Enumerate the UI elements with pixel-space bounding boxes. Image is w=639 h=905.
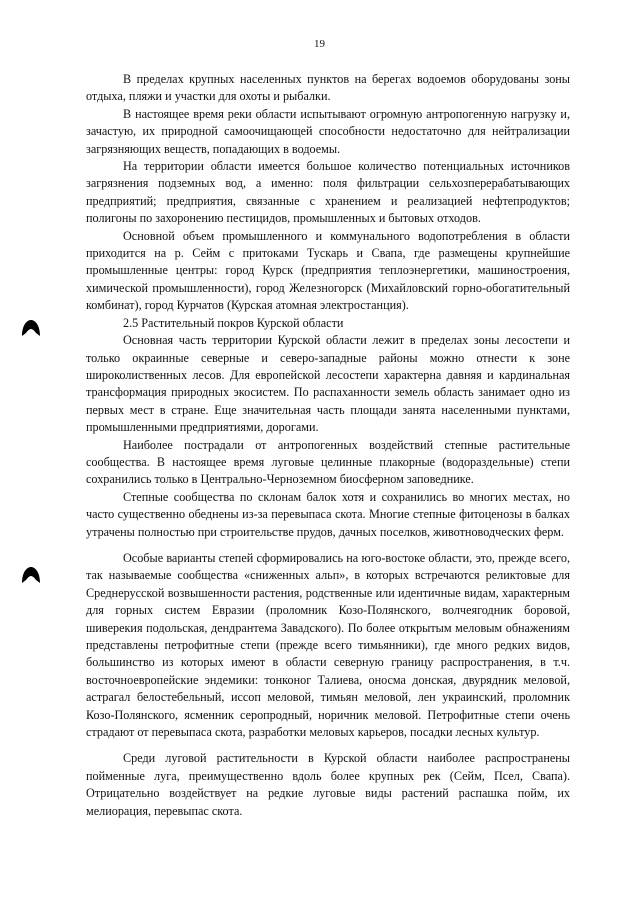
- paragraph-steppe-slopes: Степные сообщества по склонам балок хотя и сохранились во многих местах, но часто существенно обеднены из-за перевыпаса скота. Многие степные фитоценозы в балках утрачены полностью при строительстве прудов, дачных поселков, животноводческих ферм.: [86, 489, 570, 539]
- paragraph-meadows: Среди луговой растительности в Курской области наиболее распространены пойменные луга, преимущественно вдоль более крупных рек (Сейм, Псел, Свапа). Отрицательно воздействует на редкие луговые виды растений распашка пойм, их мелиорация, перевыпас скота.: [86, 751, 570, 818]
- punch-hole-mark: [21, 318, 41, 338]
- page-number: 19: [314, 38, 325, 50]
- paragraph-forest-steppe: Основная часть территории Курской области лежит в пределах зоны лесостепи и только окраинные северные и северо-западные районы можно отнести к зоне широколиственных лесов. Для европейской лесостепи характерна давняя и кардинальная трансформация природных экосистем. По распаханности земель область занимает одно из первых мест в стране. Еще значительная часть площади занята населенными пунктами, промышленными предприятиями, дорогами.: [86, 333, 570, 435]
- section-heading: 2.5 Растительный покров Курской области: [123, 315, 344, 330]
- paragraph-river-load: В настоящее время реки области испытывают огромную антропогенную нагрузку и, зачастую, их природной самоочищающей способности недостаточно для нейтрализации загрязняющих веществ, попадающих в водоемы.: [86, 106, 570, 156]
- paragraph-pollution-sources: На территории области имеется большое количество потенциальных источников загрязнения подземных вод, а именно: поля фильтрации сельхозперерабатывающих предприятий; предприятия, связанные с хранением и реализацией нефтепродуктов; полигоны по захоронению пестицидов, промышленных и бытовых отходов.: [86, 159, 570, 226]
- paragraph-special-steppes: Особые варианты степей сформировались на юго-востоке области, это, прежде всего, так называемые сообщества «сниженных альп», в которых встречаются реликтовые для Среднерусской возвышенности растения, родственные или идентичные видам, характерным для горных систем Евразии (проломник Козо-Полянского, волчеягодник боровой, шиверекия подольская, дендрантема Завадского). По более открытым меловым обнажениям представлены петрофитные степи (прежде всего тимьянники), где много редких видов, большинство из которых имеют в области северную границу распространения, в т.ч. восточноевропейские эндемики: тонконог Талиева, оносма донская, двурядник меловой, астрагал белостебельный, иссоп меловой, тимьян меловой, лен украинский, проломник Козо-Полянского, ясменник серопродный, норичник меловой. Петрофитные степи очень страдают от перевыпаса скота, разработки меловых карьеров, посадки лесных культур.: [86, 550, 570, 740]
- paragraph-water-consumption: Основной объем промышленного и коммунального водопотребления в области приходится на р. Сейм с притоками Тускарь и Свапа, где размещены крупнейшие промышленные центры: город Курск (предприятия теплоэнергетики, машиностроения, химической промышленности), город Железногорск (Михайловский горно-обогатительный комбинат), город Курчатов (Курская атомная электростанция).: [86, 228, 570, 313]
- paragraph-steppe-damage: Наиболее пострадали от антропогенных воздействий степные растительные сообщества. В настоящее время луговые целинные плакорные (водораздельные) степи сохранились только в Центрально-Черноземном биосферном заповеднике.: [86, 437, 570, 487]
- page-body: [86, 71, 570, 820]
- punch-hole-mark: [21, 565, 41, 585]
- paragraph-recreation-zones: В пределах крупных населенных пунктов на берегах водоемов оборудованы зоны отдыха, пляжи и участки для охоты и рыбалки.: [86, 72, 570, 104]
